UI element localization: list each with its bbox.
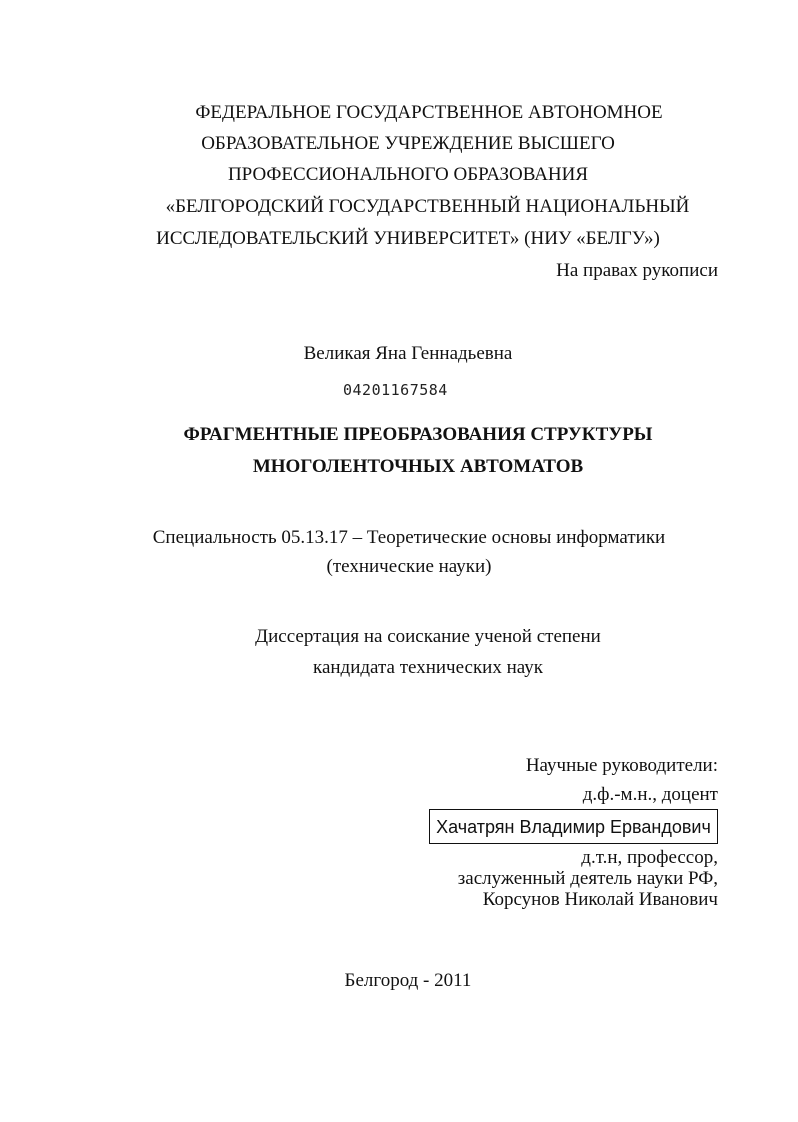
supervisor-1-name: Хачатрян Владимир Ервандович [436, 817, 711, 837]
manuscript-note: На правах рукописи [556, 260, 718, 281]
thesis-title-line-1: ФРАГМЕНТНЫЕ ПРЕОБРАЗОВАНИЯ СТРУКТУРЫ [183, 424, 653, 445]
supervisors-heading: Научные руководители: [525, 755, 718, 776]
catalog-number: 04201167584 [343, 381, 448, 399]
org-line-4: «БЕЛГОРОДСКИЙ ГОСУДАРСТВЕННЫЙ НАЦИОНАЛЬНЫЙ [165, 196, 690, 217]
specialty-line: Специальность 05.13.17 – Теоретические основы информатики [152, 527, 666, 548]
degree-line-2: кандидата технических наук [313, 657, 543, 678]
city-year: Белгород - 2011 [344, 970, 472, 991]
supervisor-1-credentials: д.ф.-м.н., доцент [582, 784, 718, 805]
org-line-1: ФЕДЕРАЛЬНОЕ ГОСУДАРСТВЕННОЕ АВТОНОМНОЕ [195, 102, 663, 123]
org-line-2: ОБРАЗОВАТЕЛЬНОЕ УЧРЕЖДЕНИЕ ВЫСШЕГО [201, 133, 615, 154]
org-line-3: ПРОФЕССИОНАЛЬНОГО ОБРАЗОВАНИЯ [227, 164, 589, 185]
specialty-field: (технические науки) [326, 556, 492, 577]
supervisor-2-credentials: д.т.н, профессор, [581, 847, 718, 868]
supervisor-2-name: Корсунов Николай Иванович [482, 889, 718, 910]
degree-line-1: Диссертация на соискание ученой степени [255, 626, 601, 647]
thesis-title-line-2: МНОГОЛЕНТОЧНЫХ АВТОМАТОВ [252, 456, 584, 477]
supervisor-1-name-box [429, 809, 718, 844]
org-line-5: ИССЛЕДОВАТЕЛЬСКИЙ УНИВЕРСИТЕТ» (НИУ «БЕЛГУ») [156, 228, 660, 249]
supervisor-2-title: заслуженный деятель науки РФ, [457, 868, 718, 889]
author-name: Великая Яна Геннадьевна [303, 343, 513, 364]
